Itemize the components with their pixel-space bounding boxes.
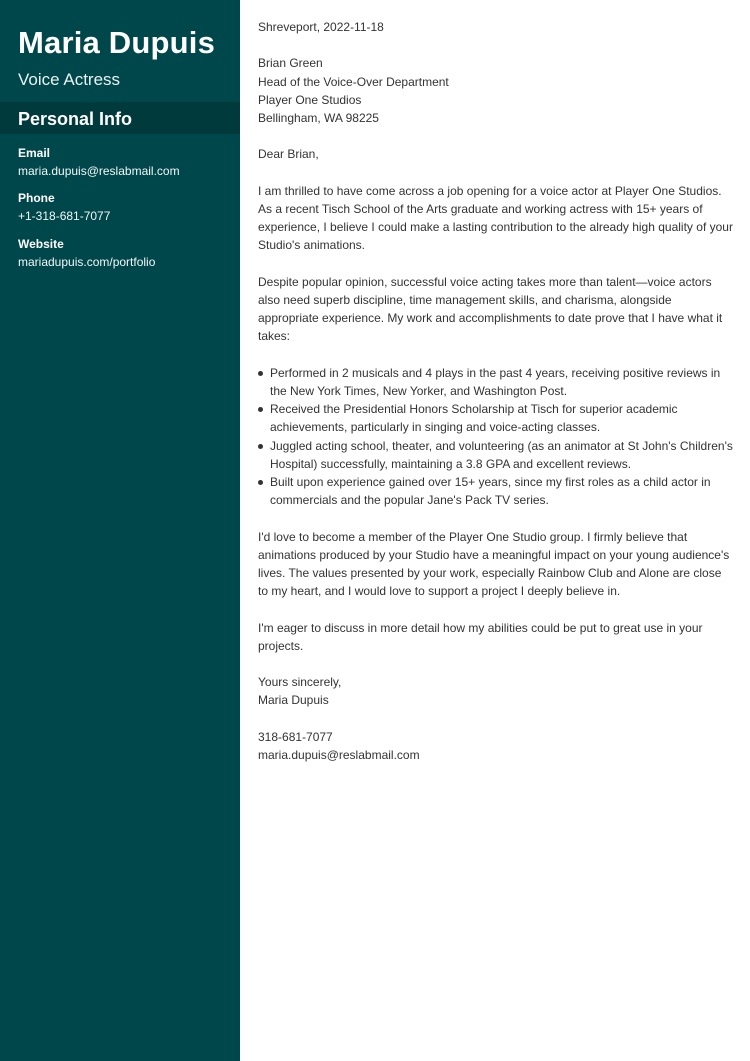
paragraph-skills: Despite popular opinion, successful voice acting takes more than talent—voice actors also need superb discipline, time management skills, and charisma, alongside appropriate experience. My work and accomplishments to date prove that I have what it takes:: [258, 274, 723, 344]
bullet-icon: [258, 371, 263, 376]
bullet-icon: [258, 444, 263, 449]
phone-label: Phone: [18, 191, 55, 205]
candidate-title: Voice Actress: [18, 70, 121, 89]
list-item-text: Performed in 2 musicals and 4 plays in the past 4 years, receiving positive reviews in the New York Times, New Yorker, and Washington Post.: [270, 365, 721, 398]
signature-name: Maria Dupuis: [258, 693, 329, 708]
website-value[interactable]: mariadupuis.com/portfolio: [18, 255, 156, 269]
bullet-icon: [258, 407, 263, 412]
recipient-position: Head of the Voice-Over Department: [258, 74, 449, 89]
personal-info-header: [0, 102, 240, 134]
paragraph-intro: I am thrilled to have come across a job opening for a voice actor at Player One Studios. As a recent Tisch School of the Arts graduate and working actress with 15+ years of experience, I believe I could make a lasting contribution to the already high quality of your Studio's animations.: [258, 183, 733, 253]
paragraph-motivation: I'd love to become a member of the Player One Studio group. I firmly believe that animations produced by your Studio have a meaningful impact on your young audience's lives. The values presented by your work, especially Rainbow Club and Alone are close to my heart, and I would love to support a project I deeply believe in.: [258, 529, 730, 599]
greeting: Dear Brian,: [258, 147, 319, 162]
section-title: Personal Info: [18, 109, 133, 129]
recipient-company: Player One Studios: [258, 92, 362, 107]
recipient-address: Bellingham, WA 98225: [258, 111, 379, 125]
email-label: Email: [18, 146, 51, 160]
date-line: Shreveport, 2022-11-18: [258, 20, 384, 34]
paragraph-closing: I'm eager to discuss in more detail how my abilities could be put to great use in your projects.: [258, 620, 703, 653]
recipient-name: Brian Green: [258, 56, 323, 71]
footer-email[interactable]: maria.dupuis@reslabmail.com: [258, 747, 420, 762]
list-item: [258, 437, 734, 473]
list-item-text: Built upon experience gained over 15+ years, since my first roles as a child actor in commercials and the popular Jane's Pack TV series.: [270, 475, 711, 508]
list-item: [258, 473, 734, 509]
accomplishments-list: [258, 364, 734, 510]
bullet-icon: [258, 480, 263, 485]
website-label: Website: [18, 237, 64, 251]
sidebar: [0, 0, 240, 1061]
footer-phone[interactable]: 318-681-7077: [258, 729, 333, 744]
phone-value[interactable]: +1-318-681-7077: [18, 209, 111, 223]
letter-body: [258, 18, 734, 764]
list-item: [258, 400, 734, 436]
list-item: [258, 364, 734, 400]
list-item-text: Juggled acting school, theater, and volunteering (as an animator at St John's Children's Hospital) successfully, maintaining a 3.8 GPA and excellent reviews.: [270, 438, 733, 471]
closing-phrase: Yours sincerely,: [258, 675, 342, 690]
candidate-name: Maria Dupuis: [18, 25, 216, 60]
list-item-text: Received the Presidential Honors Scholarship at Tisch for superior academic achievements, particularly in singing and voice-acting classes.: [270, 402, 678, 435]
email-value[interactable]: maria.dupuis@reslabmail.com: [18, 164, 180, 178]
